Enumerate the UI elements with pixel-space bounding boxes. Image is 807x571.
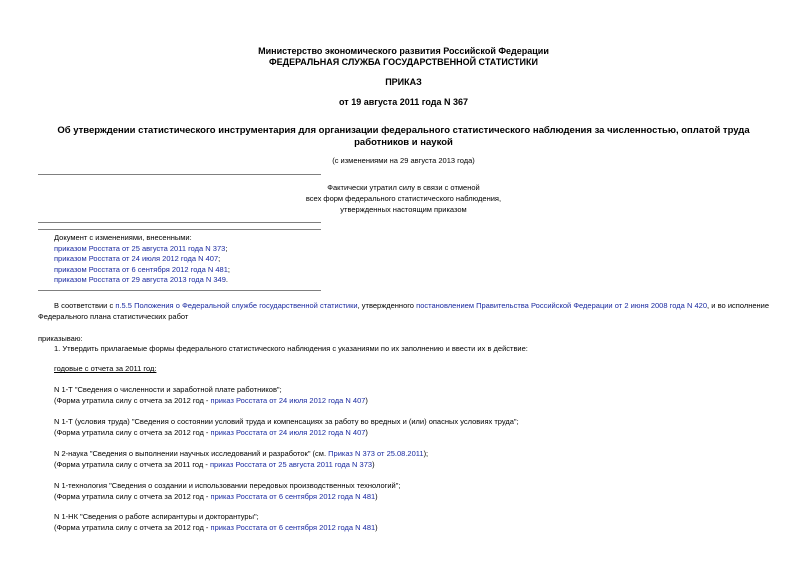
form-name: N 1-Т "Сведения о численности и заработной плате работников"; xyxy=(54,385,282,394)
amendment-item: приказом Росстата от 6 сентября 2012 года N 481; xyxy=(54,264,230,274)
preamble-paragraph: В соответствии с п.5.5 Положения о Федеральной службе государственной статистики, утвержденного постановлением Правительства Российской Федерации от 2 июня 2008 года N 420, и во исполнение Федерального плана статистических работ xyxy=(38,301,770,321)
form-note-link[interactable]: приказ Росстата от 24 июля 2012 года N 407 xyxy=(210,396,366,405)
changes-note: (с изменениями на 29 августа 2013 года) xyxy=(332,156,475,165)
form-note-link[interactable]: приказ Росстата от 6 сентября 2012 года N 481 xyxy=(210,492,376,501)
form-name-link[interactable]: Приказ N 373 от 25.08.2011 xyxy=(328,449,424,458)
amendment-item: приказом Росстата от 29 августа 2013 года N 349. xyxy=(54,275,228,284)
amendment-item: приказом Росстата от 24 июля 2012 года N 407; xyxy=(54,254,221,263)
form-note: (Форма утратила силу с отчета за 2012 год - приказ Росстата от 6 сентября 2012 года N 481) xyxy=(54,492,378,501)
form-note: (Форма утратила силу с отчета за 2011 год - приказ Росстата от 25 августа 2011 года N 373) xyxy=(54,460,375,469)
amendment-link[interactable]: приказом Росстата от 29 августа 2013 года N 349 xyxy=(54,275,226,284)
form-note: (Форма утратила силу с отчета за 2012 год - приказ Росстата от 24 июля 2012 года N 407) xyxy=(54,396,368,405)
service-name: ФЕДЕРАЛЬНАЯ СЛУЖБА ГОСУДАРСТВЕННОЙ СТАТИСТИКИ xyxy=(269,57,538,67)
form-name: N 2-наука "Сведения о выполнении научных исследований и разработок" (см. Приказ N 373 от 25.08.2011); xyxy=(54,449,429,458)
amendment-link[interactable]: приказом Росстата от 24 июля 2012 года N 407 xyxy=(54,254,219,263)
amendment-link[interactable]: приказом Росстата от 6 сентября 2012 года N 481 xyxy=(54,264,228,274)
divider xyxy=(38,222,321,223)
resolution-link[interactable]: постановлением Правительства Российской Федерации от 2 июня 2008 года N 420 xyxy=(416,301,708,310)
annual-heading: годовые с отчета за 2011 год: xyxy=(54,364,157,373)
status-note-line2: всех форм федерального статистического наблюдения, xyxy=(305,194,502,203)
status-note-line3: утвержденных настоящим приказом xyxy=(340,205,467,214)
regulation-link[interactable]: п.5.5 Положения о Федеральной службе государственной статистики xyxy=(115,301,358,310)
divider xyxy=(38,229,321,230)
order-word: приказываю: xyxy=(38,334,83,343)
divider xyxy=(38,174,321,175)
form-note: (Форма утратила силу с отчета за 2012 год - приказ Росстата от 24 июля 2012 года N 407) xyxy=(54,428,368,437)
doc-title: Об утверждении статистического инструментария для организации федерального статистического наблюдения за численностью, оплатой труда работников и наукой xyxy=(57,125,750,148)
doc-type: ПРИКАЗ xyxy=(385,77,422,87)
form-name: N 1-Т (условия труда) "Сведения о состоянии условий труда и компенсациях за работу во вредных и (или) опасных условиях труда"; xyxy=(54,417,519,426)
item-1: 1. Утвердить прилагаемые формы федерального статистического наблюдения с указаниями по их заполнению и ввести их в действие: xyxy=(54,344,528,353)
amendment-link[interactable]: приказом Росстата от 25 августа 2011 года N 373 xyxy=(54,243,226,253)
form-name: N 1-НК "Сведения о работе аспирантуры и докторантуры"; xyxy=(54,512,259,521)
doc-date-number: от 19 августа 2011 года N 367 xyxy=(339,97,468,107)
form-note: (Форма утратила силу с отчета за 2012 год - приказ Росстата от 6 сентября 2012 года N 481) xyxy=(54,523,378,532)
divider xyxy=(38,290,321,291)
status-note-line1: Фактически утратил силу в связи с отменой xyxy=(327,183,480,192)
amendment-item: приказом Росстата от 25 августа 2011 года N 373; xyxy=(54,243,228,253)
form-note-link[interactable]: приказ Росстата от 24 июля 2012 года N 407 xyxy=(210,428,366,437)
form-note-link[interactable]: приказ Росстата от 6 сентября 2012 года N 481 xyxy=(210,523,376,532)
ministry-name: Министерство экономического развития Российской Федерации xyxy=(258,46,549,56)
amendments-intro: Документ с изменениями, внесенными: xyxy=(54,233,192,242)
form-note-link[interactable]: приказ Росстата от 25 августа 2011 года N 373 xyxy=(209,460,373,469)
form-name: N 1-технология "Сведения о создании и использовании передовых производственных технологий"; xyxy=(54,481,401,490)
